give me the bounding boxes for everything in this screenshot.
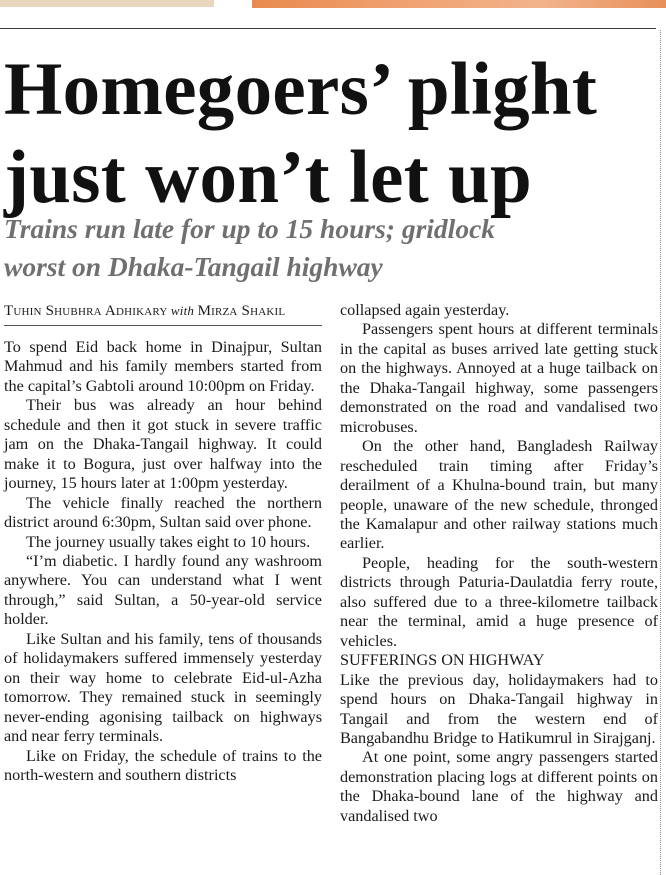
article-column-left <box>4 338 322 785</box>
subheadline-line-2: worst on Dhaka-Tangail highway <box>4 251 383 282</box>
paragraph: At one point, some angry passengers started demonstration placing logs at different points on the Dhaka-bound lane of the highway and vandalised two <box>340 748 658 825</box>
top-rule <box>0 28 656 29</box>
byline-with: with <box>170 303 195 318</box>
byline-author-2: Mirza Shakil <box>197 303 286 319</box>
paragraph: Like Sultan and his family, tens of thousands of holidaymakers suffered immensely yesterday on their way home to celebrate Eid-ul-Azha tomorrow. They remained stuck in seemingly never-ending agonising tailback on highways and near ferry terminals. <box>4 629 322 746</box>
headline-line-1: Homegoers’ plight <box>4 48 598 131</box>
top-decorative-strip-left <box>0 0 214 7</box>
byline-rule <box>4 325 322 326</box>
subheadline <box>4 210 654 286</box>
paragraph: People, heading for the south-western districts through Paturia-Daulatdia ferry route, also suffered due to a three-kilometre tailback near the terminal, amid a huge presence of vehicles. <box>340 553 658 650</box>
column-dotted-divider <box>660 30 661 875</box>
paragraph: Passengers spent hours at different terminals in the capital as buses arrived late getting stuck on the highways. Annoyed at a huge tailback on the Dhaka-Tangail highway, some passengers demonstrated on the road and vandalised two microbuses. <box>340 320 658 436</box>
byline-author-1: Tuhin Shubhra Adhikary <box>4 303 168 319</box>
paragraph: Their bus was already an hour behind schedule and then it got stuck in severe traffic jam on the Dhaka-Tangail highway. It could make it to Bogura, just over halfway into the journey, 15 hours later at 1:00pm yesterday. <box>4 396 322 493</box>
paragraph: To spend Eid back home in Dinajpur, Sultan Mahmud and his family members started from the capital’s Gabtoli around 10:00pm on Friday. <box>4 338 322 395</box>
article-column-right <box>340 301 658 826</box>
subheadline-line-1: Trains run late for up to 15 hours; gridlock <box>4 213 496 244</box>
headline-line-2: just won’t let up <box>4 136 533 219</box>
top-decorative-strip-right <box>252 0 666 8</box>
paragraph: “I’m diabetic. I hardly found any washroom anywhere. You can understand what I went through,” said Sultan, a 50-year-old service holder. <box>4 551 322 629</box>
paragraph: Like the previous day, holidaymakers had to spend hours on Dhaka-Tangail highway in Tangail and from the western end of Bangabandhu Bridge to Hatikumrul in Sirajganj. <box>340 670 658 747</box>
paragraph-continuation: collapsed again yesterday. <box>340 301 510 319</box>
paragraph: Like on Friday, the schedule of trains to the north-western and southern districts <box>4 746 322 784</box>
paragraph: The journey usually takes eight to 10 hours. <box>26 532 311 551</box>
headline <box>4 46 654 222</box>
byline <box>4 303 322 320</box>
paragraph: On the other hand, Bangladesh Railway rescheduled train timing after Friday’s derailment of a Khulna-bound train, but many people, unaware of the new schedule, thronged the Kamalapur and other railway stations much earlier. <box>340 437 658 553</box>
paragraph: The vehicle finally reached the northern district around 6:30pm, Sultan said over phone. <box>4 493 322 532</box>
section-heading: SUFFERINGS ON HIGHWAY <box>340 651 545 670</box>
